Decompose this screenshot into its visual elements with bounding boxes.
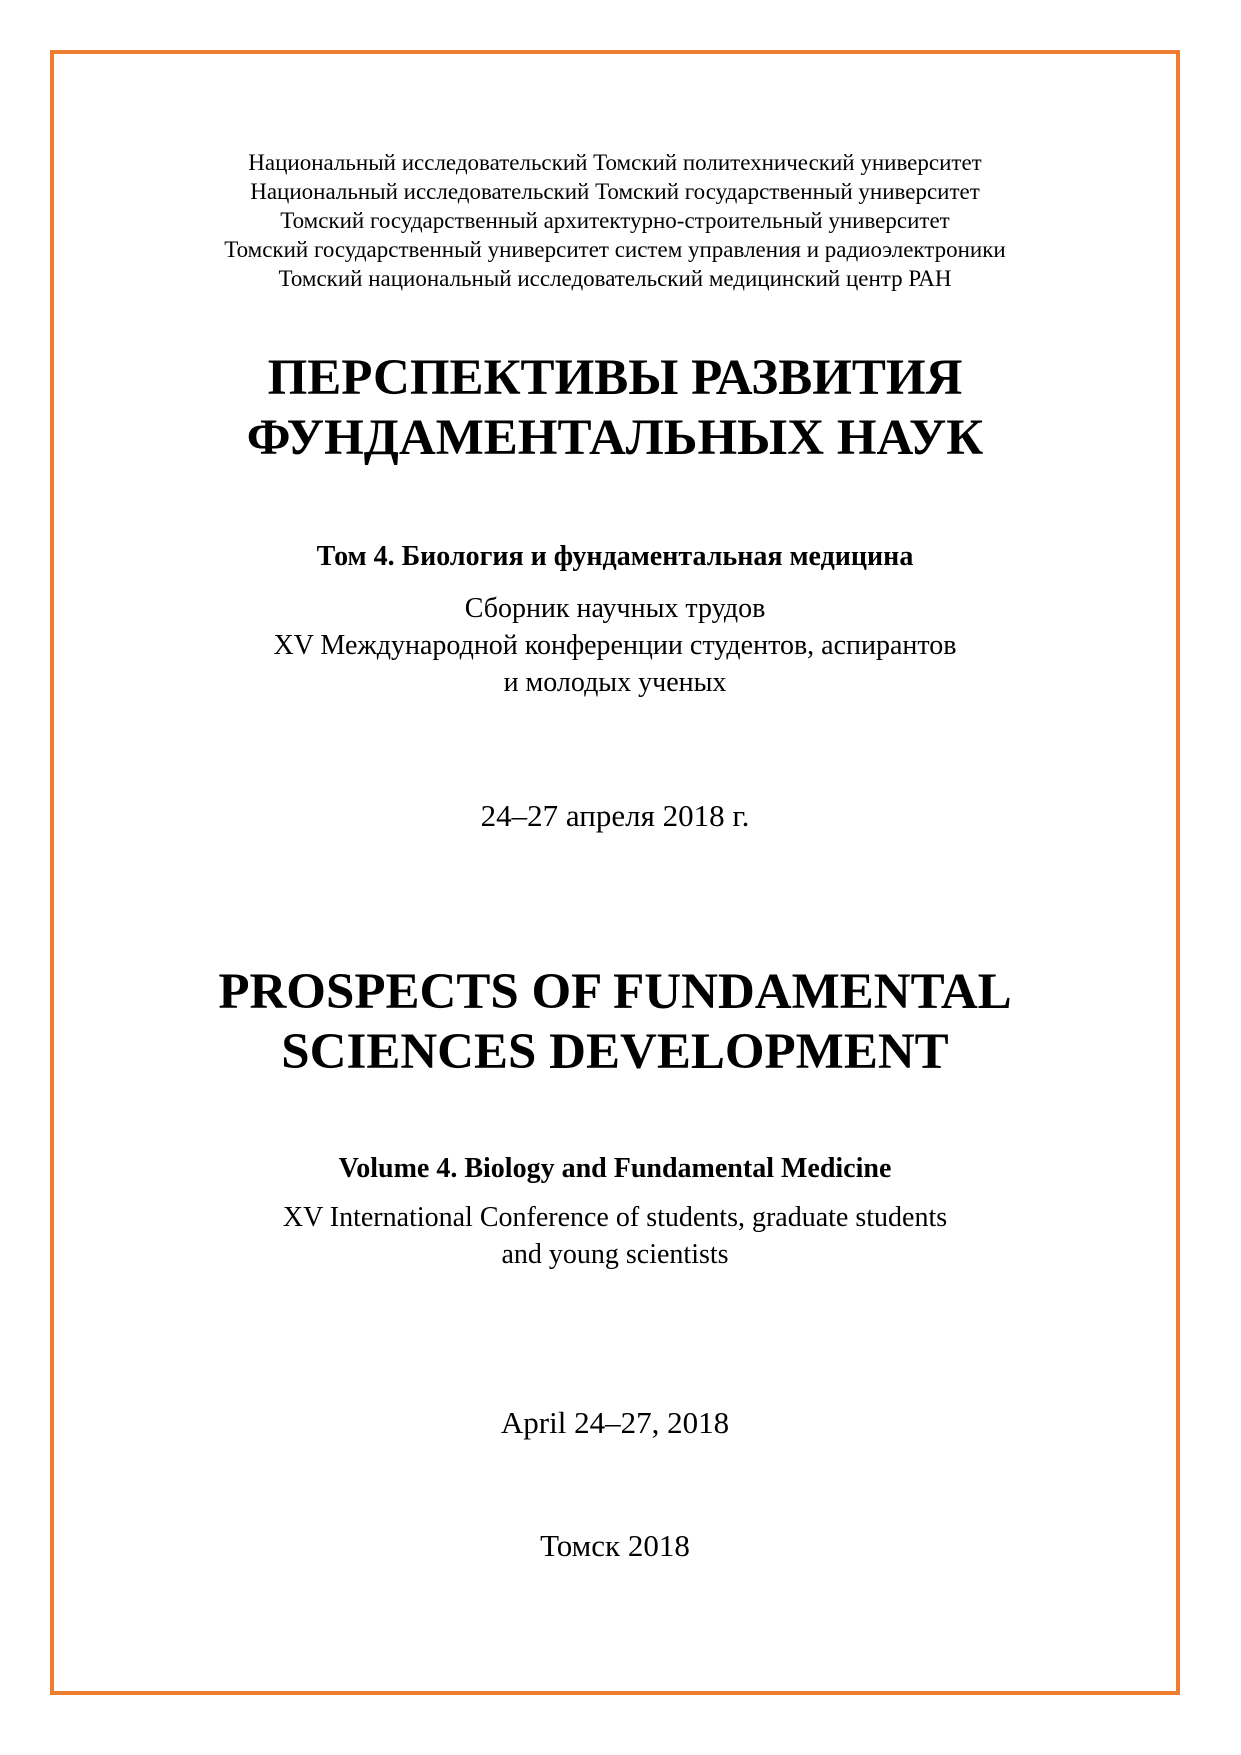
collection-description-russian	[50, 590, 1180, 701]
title-en-line: SCIENCES DEVELOPMENT	[281, 1024, 949, 1080]
institution-line: Томский государственный университет систем управления и радиоэлектроники	[224, 237, 1006, 262]
institution-line: Томский государственный архитектурно-строительный университет	[280, 208, 950, 233]
volume-russian: Том 4. Биология и фундаментальная медицина	[316, 541, 914, 572]
conference-en-line: and young scientists	[501, 1239, 729, 1270]
title-russian	[50, 348, 1180, 468]
date-russian: 24–27 апреля 2018 г.	[480, 798, 750, 833]
title-ru-line: ПЕРСПЕКТИВЫ РАЗВИТИЯ	[267, 350, 963, 406]
institutions-list	[50, 148, 1180, 293]
conference-en-line: XV International Conference of students, graduate students	[282, 1202, 948, 1233]
title-en-line: PROSPECTS OF FUNDAMENTAL	[218, 964, 1012, 1020]
collection-ru-line: Сборник научных трудов	[464, 593, 766, 624]
institution-line: Томский национальный исследовательский медицинский центр РАН	[278, 266, 952, 291]
date-english: April 24–27, 2018	[500, 1405, 730, 1440]
institution-line: Национальный исследовательский Томский государственный университет	[250, 179, 980, 204]
page-border-frame	[50, 50, 1180, 1695]
institution-line: Национальный исследовательский Томский политехнический университет	[248, 150, 982, 175]
title-ru-line: ФУНДАМЕНТАЛЬНЫХ НАУК	[246, 410, 984, 466]
city-year: Томск 2018	[540, 1528, 690, 1563]
title-english	[50, 962, 1180, 1082]
collection-ru-line: XV Международной конференции студентов, аспирантов	[273, 630, 957, 661]
collection-ru-line: и молодых ученых	[503, 667, 727, 698]
conference-description-english	[50, 1199, 1180, 1273]
volume-english: Volume 4. Biology and Fundamental Medicine	[338, 1153, 892, 1184]
